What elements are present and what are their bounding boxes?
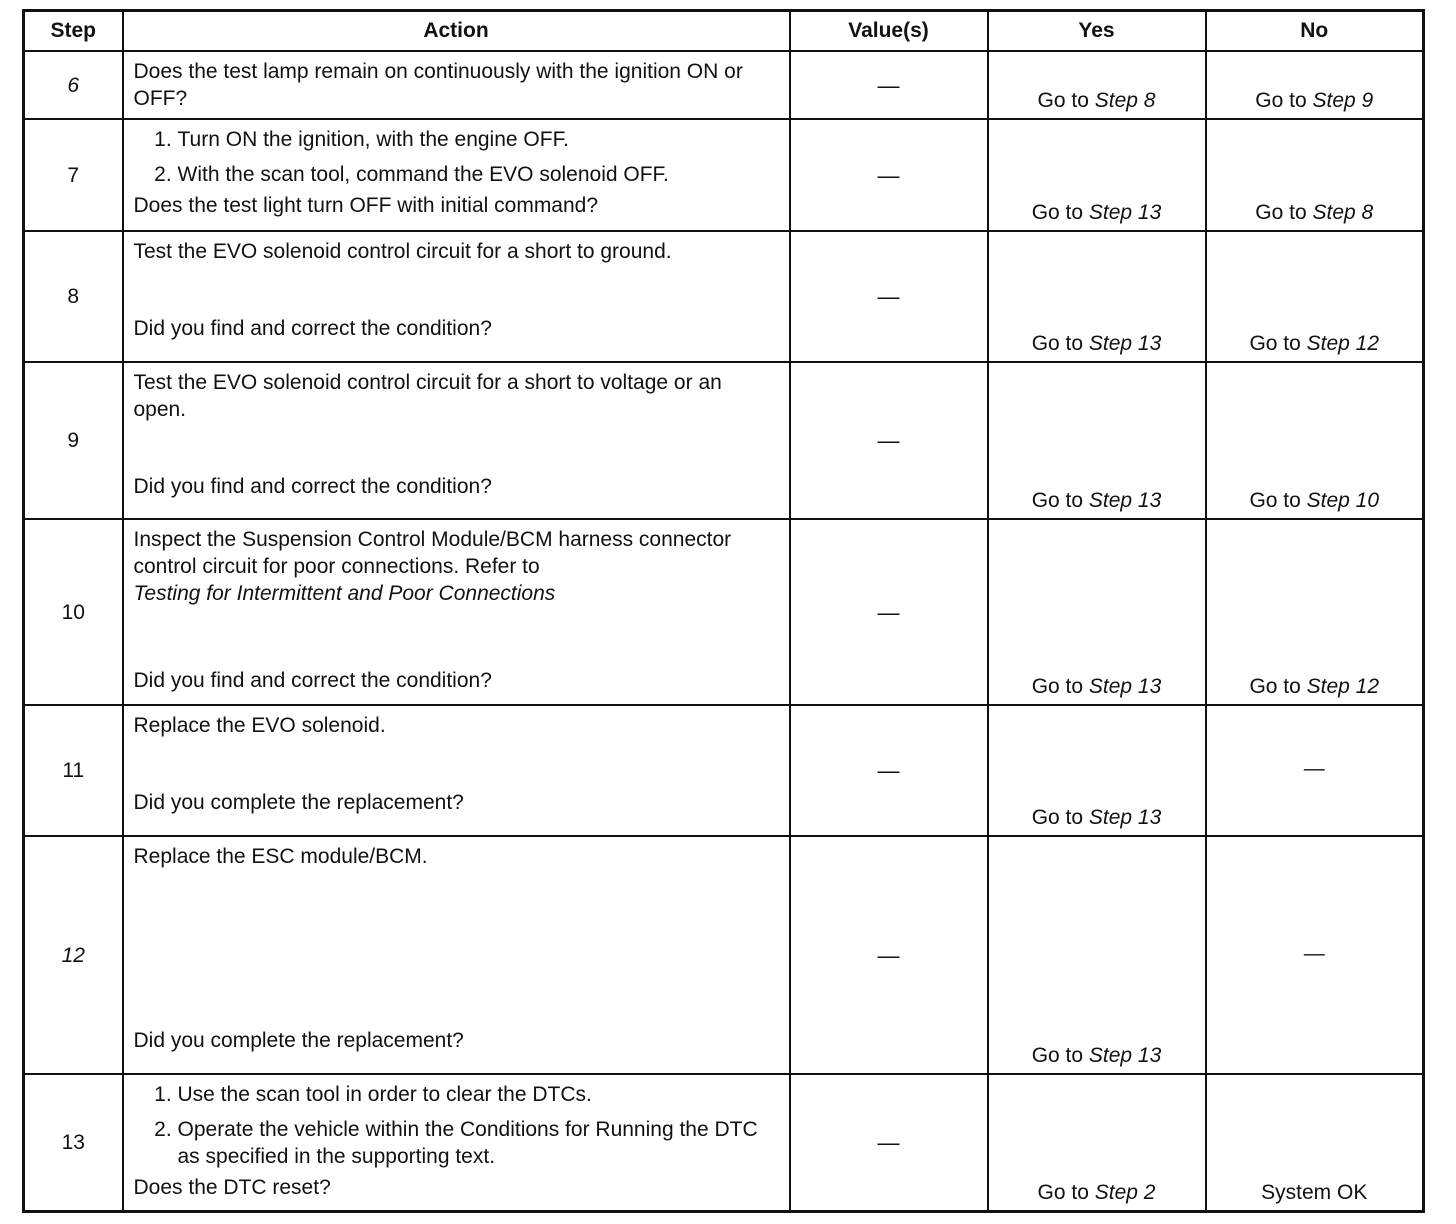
yes-cell xyxy=(988,836,1206,1074)
reference-link[interactable]: Testing for Intermittent and Poor Connections xyxy=(133,582,556,606)
action-cell xyxy=(123,231,790,362)
no-step-link: Step 10 xyxy=(1306,489,1380,513)
action-list xyxy=(134,1081,779,1170)
header-action: Action xyxy=(123,11,790,52)
no-cell xyxy=(1206,362,1424,519)
yes-prefix: Go to xyxy=(1037,1181,1095,1204)
action-cell xyxy=(123,119,790,231)
no-cell xyxy=(1206,519,1424,705)
header-no: No xyxy=(1206,11,1424,52)
no-step-link: Step 9 xyxy=(1312,89,1374,113)
action-cell xyxy=(123,705,790,836)
action-cell xyxy=(123,519,790,705)
table-row xyxy=(24,1074,1424,1211)
yes-step-link: Step 13 xyxy=(1088,332,1162,356)
no-step-link: Step 8 xyxy=(1312,201,1374,225)
table-row xyxy=(24,51,1424,119)
action-question: Does the DTC reset? xyxy=(133,1176,331,1200)
yes-step-link: Step 13 xyxy=(1088,806,1162,830)
header-row xyxy=(24,11,1424,52)
header-yes: Yes xyxy=(988,11,1206,52)
no-cell: System OK xyxy=(1206,1074,1424,1211)
yes-prefix: Go to xyxy=(1037,89,1095,113)
value-cell: — xyxy=(790,119,988,231)
no-prefix: Go to xyxy=(1255,201,1313,225)
action-cell xyxy=(123,362,790,519)
action-list-item: 2. Operate the vehicle within the Conditions for Running the DTC as specified in the supporting text. xyxy=(178,1116,779,1170)
step-number: 12 xyxy=(24,836,123,1074)
action-question: Did you find and correct the condition? xyxy=(133,475,492,499)
no-prefix: Go to xyxy=(1249,489,1307,513)
yes-step-link: Step 13 xyxy=(1088,675,1162,699)
no-cell: — xyxy=(1206,836,1424,1074)
step-number: 10 xyxy=(24,519,123,705)
action-text: Test the EVO solenoid control circuit for a short to ground. xyxy=(133,240,672,264)
yes-cell xyxy=(988,1074,1206,1211)
action-question: Did you find and correct the condition? xyxy=(133,669,492,693)
action-text: Inspect the Suspension Control Module/BCM harness connector control circuit for poor connections. Refer to xyxy=(133,528,732,579)
value-cell: — xyxy=(790,836,988,1074)
step-number: 13 xyxy=(24,1074,123,1211)
value-cell: — xyxy=(790,1074,988,1211)
yes-step-link: Step 13 xyxy=(1088,201,1162,225)
no-step-link: Step 12 xyxy=(1306,332,1380,356)
action-list-item: 1. Turn ON the ignition, with the engine OFF. xyxy=(178,126,779,153)
action-text: Does the test lamp remain on continuously with the ignition ON or OFF? xyxy=(133,60,743,110)
action-text: Replace the EVO solenoid. xyxy=(133,714,386,738)
yes-cell xyxy=(988,705,1206,836)
value-cell: — xyxy=(790,705,988,836)
table-row xyxy=(24,231,1424,362)
step-number: 9 xyxy=(24,362,123,519)
yes-cell xyxy=(988,51,1206,119)
action-text: Test the EVO solenoid control circuit for a short to voltage or an open. xyxy=(133,371,722,422)
no-prefix: Go to xyxy=(1249,675,1307,699)
yes-step-link: Step 13 xyxy=(1088,489,1162,513)
action-list-item: 2. With the scan tool, command the EVO solenoid OFF. xyxy=(178,161,779,188)
action-text: Replace the ESC module/BCM. xyxy=(133,845,428,869)
step-number: 8 xyxy=(24,231,123,362)
yes-prefix: Go to xyxy=(1031,332,1089,356)
no-cell xyxy=(1206,231,1424,362)
no-step-link: Step 12 xyxy=(1306,675,1380,699)
yes-cell xyxy=(988,519,1206,705)
yes-prefix: Go to xyxy=(1031,489,1089,513)
action-question: Does the test light turn OFF with initial command? xyxy=(133,194,599,218)
value-cell: — xyxy=(790,231,988,362)
table-row xyxy=(24,705,1424,836)
action-cell xyxy=(123,51,790,119)
action-question: Did you complete the replacement? xyxy=(133,1029,464,1053)
step-number: 7 xyxy=(24,119,123,231)
table-row xyxy=(24,519,1424,705)
step-number: 6 xyxy=(24,51,123,119)
value-cell: — xyxy=(790,51,988,119)
yes-step-link: Step 13 xyxy=(1088,1044,1162,1068)
step-number: 11 xyxy=(24,705,123,836)
table-row xyxy=(24,362,1424,519)
yes-step-link: Step 8 xyxy=(1094,89,1156,113)
header-values: Value(s) xyxy=(790,11,988,52)
action-question: Did you complete the replacement? xyxy=(133,791,464,815)
no-prefix: Go to xyxy=(1255,89,1313,113)
action-cell xyxy=(123,1074,790,1211)
no-cell xyxy=(1206,51,1424,119)
yes-step-link: Step 2 xyxy=(1094,1181,1156,1204)
action-cell xyxy=(123,836,790,1074)
yes-cell xyxy=(988,362,1206,519)
header-step: Step xyxy=(24,11,123,52)
action-list xyxy=(134,126,779,188)
table-row xyxy=(24,119,1424,231)
yes-prefix: Go to xyxy=(1031,1044,1089,1068)
diagnostic-table xyxy=(22,9,1425,1213)
no-cell: — xyxy=(1206,705,1424,836)
table-row xyxy=(24,836,1424,1074)
yes-cell xyxy=(988,231,1206,362)
value-cell: — xyxy=(790,519,988,705)
action-list-item: 1. Use the scan tool in order to clear the DTCs. xyxy=(178,1081,779,1108)
no-cell xyxy=(1206,119,1424,231)
action-question: Did you find and correct the condition? xyxy=(133,317,492,341)
no-prefix: Go to xyxy=(1249,332,1307,356)
yes-prefix: Go to xyxy=(1031,806,1089,830)
yes-prefix: Go to xyxy=(1031,675,1089,699)
yes-cell xyxy=(988,119,1206,231)
value-cell: — xyxy=(790,362,988,519)
yes-prefix: Go to xyxy=(1031,201,1089,225)
